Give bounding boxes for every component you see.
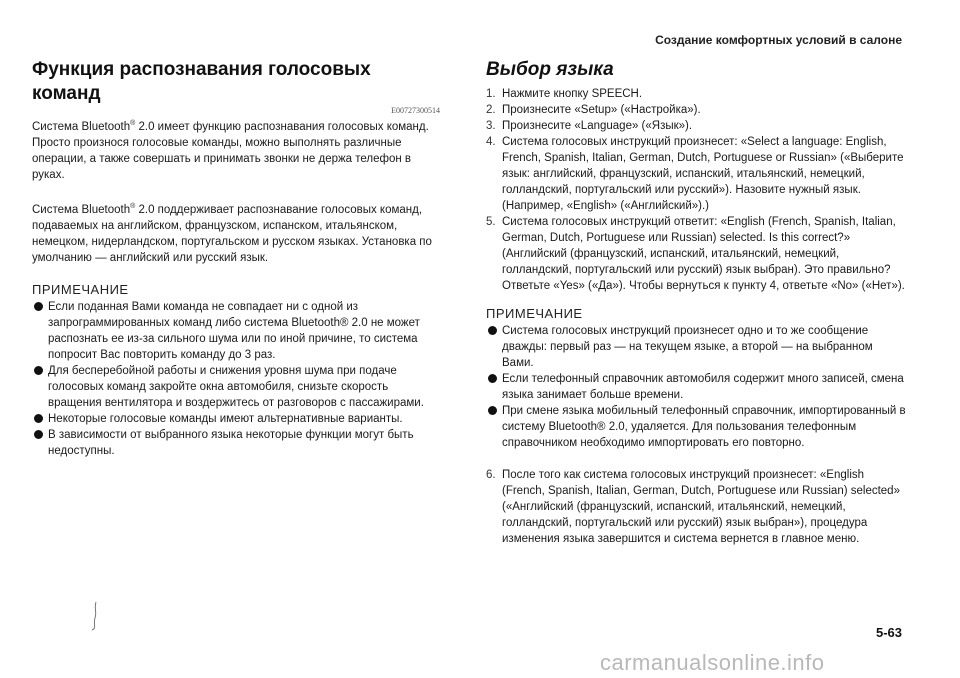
bullet-icon xyxy=(488,406,497,415)
left-column xyxy=(32,58,442,459)
note-heading-left: ПРИМЕЧАНИЕ xyxy=(32,281,129,297)
bullet-icon xyxy=(488,374,497,383)
note-item: Система голосовых инструкций произнесет одно и то же сообщение дважды: первый раз — на текущем языке, а второй — на выбранном Вами. xyxy=(486,323,906,371)
page-mark-icon xyxy=(88,600,100,632)
page-number: 5-63 xyxy=(875,625,902,640)
bullet-icon xyxy=(34,366,43,375)
step-item: 6. После того как система голосовых инструкций произнесет: «English (French, Spanish, Italian, German, Dutch, Portuguese или Russian) selected» («Английский (французский, испанский, итальянский, немецкий, голландский, португальский или русский) язык выбран»), процедура изменения языка завершится и система вернется в главное меню. xyxy=(486,469,900,545)
step-item: 1. Нажмите кнопку SPEECH. xyxy=(486,88,643,100)
bullet-icon xyxy=(34,414,43,423)
watermark: carmanualsonline.info xyxy=(600,650,825,675)
step-item: 4. Система голосовых инструкций произнесет: «Select a language: English, French, Spanish, Italian, German, Dutch, Portuguese or Russian» («Выберите язык: английский, французский, испанский, итальянский, немецкий, голландский, португальский или русский»). Назовите нужный язык. (Например, «English» («Английский»).) xyxy=(486,136,904,212)
step-item: 3. Произнесите «Language» («Язык»). xyxy=(486,120,693,132)
section-title-language-select: Выбор языка xyxy=(486,59,614,80)
note-item: В зависимости от выбранного языка некоторые функции могут быть недоступны. xyxy=(32,427,442,459)
note-item: При смене языка мобильный телефонный справочник, импортированный в систему Bluetooth® 2.0, удаляется. Для пользования телефонным справочником необходимо импортировать его повторно. xyxy=(486,403,906,451)
intro-paragraph-1: Система Bluetooth® 2.0 имеет функцию распознавания голосовых команд. Просто произнося голосовые команды, можно выполнять различные операции, а также совершать и принимать звонки не держа телефон в руках. xyxy=(32,120,429,181)
running-header: Создание комфортных условий в салоне xyxy=(655,33,902,47)
section-title-voice-recognition: Функция распознавания голосовых команд xyxy=(32,59,371,104)
bullet-icon xyxy=(34,302,43,311)
step-item: 2. Произнесите «Setup» («Настройка»). xyxy=(486,104,701,116)
note-item: Для бесперебойной работы и снижения уровня шума при подаче голосовых команд закройте окна автомобиля, снизьте скорость вращения вентилятора и воздержитесь от разговоров с пассажирами. xyxy=(32,363,442,411)
bullet-icon xyxy=(34,430,43,439)
intro-paragraph-2: Система Bluetooth® 2.0 поддерживает распознавание голосовых команд, подаваемых на английском, французском, испанском, итальянском, немецком, нидерландском, португальском и русском языках. Установка по умолчанию — английский или русский язык. xyxy=(32,202,432,264)
step-item: 5. Система голосовых инструкций ответит: «English (French, Spanish, Italian, German, Dutch, Portuguese или Russian) selected. Is this correct?» (Английский (французский, испанский, итальянский, немецкий, голландский, португальский или русский) язык выбран). Это правильно? Ответьте «Yes» («Да»). Чтобы вернуться к пункту 4, ответьте «No» («Нет»). xyxy=(486,216,905,292)
note-item: Если поданная Вами команда не совпадает ни с одной из запрограммированных команд либо система Bluetooth® 2.0 не может распознать ее из-за сильного шума или по иной причине, то система попросит Вас повторить команду до 3 раз. xyxy=(32,299,442,363)
document-code: E00727300514 xyxy=(391,106,440,115)
note-item: Если телефонный справочник автомобиля содержит много записей, смена языка занимает больше времени. xyxy=(486,371,906,403)
right-column xyxy=(486,58,906,547)
steps-list xyxy=(486,86,906,294)
note-heading-right: ПРИМЕЧАНИЕ xyxy=(486,306,583,321)
bullet-icon xyxy=(488,326,497,335)
note-item: Некоторые голосовые команды имеют альтернативные варианты. xyxy=(32,411,442,427)
